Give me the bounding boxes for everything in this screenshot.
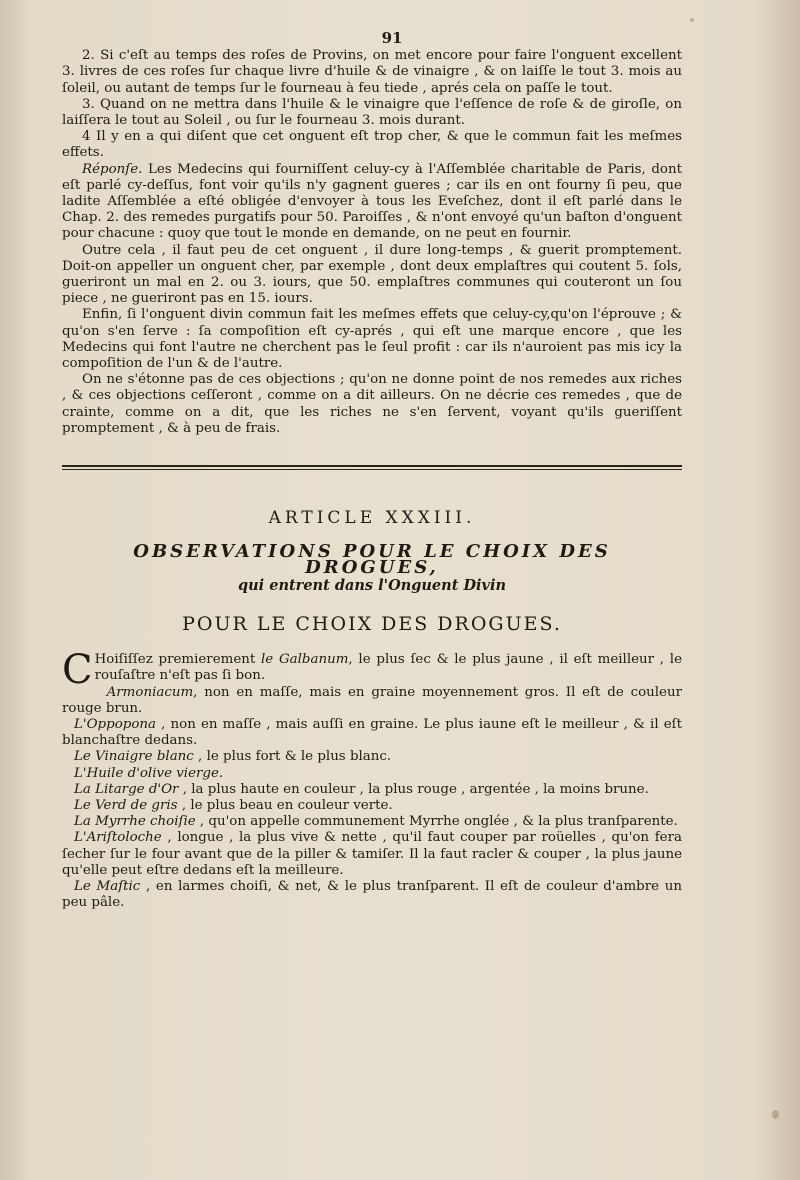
- paper-stain: [690, 18, 694, 22]
- list-item: [62, 798, 682, 814]
- drug-description: , le plus beau en couleur verte.: [177, 797, 393, 813]
- list-item: [62, 717, 682, 749]
- drug-name: Le Verd de gris: [74, 797, 178, 813]
- drug-name: La Myrrhe choiſie: [74, 814, 196, 830]
- drug-name: L'Huile d'olive vierge.: [74, 765, 224, 781]
- paragraph-objection: 4 Il y en a qui diſent que cet onguent eſt trop cher, & que le commun fait les meſmes effets.: [62, 129, 682, 161]
- divider-thick-line: [62, 465, 682, 467]
- drug-name: le Galbanum: [261, 652, 349, 668]
- observations-title: OBSERVATIONS POUR LE CHOIX DES DROGUES,: [133, 541, 611, 579]
- list-item: [62, 782, 682, 798]
- drug-description: , qu'on appelle communement Myrrhe onglée , & la plus tranſparente.: [195, 814, 678, 830]
- paragraph-roses: 2. Si c'eſt au temps des roſes de Provins, on met encore pour faire l'onguent excellent 3. livres de ces roſes ſur chaque livre d'huile & de vinaigre , & on laiſſe le tout 3. mois au ſoleil, ou autant de temps ſur le fourneau à feu tiede , aprés cela on paſſe le tout.: [62, 48, 682, 96]
- paragraph-reponse: [62, 162, 682, 243]
- list-item: [62, 814, 682, 830]
- list-item: [62, 766, 682, 782]
- drug-name: L'Oppopona: [74, 716, 156, 732]
- drop-cap: C: [62, 647, 93, 694]
- drug-list: [62, 647, 682, 911]
- article-heading: ARTICLE XXXIII.: [268, 508, 476, 529]
- paragraph-essence: 3. Quand on ne mettra dans l'huile & le vinaigre que l'eſſence de roſe & de giroſle, on laiſſera le tout au Soleil , ou ſur le fourneau 3. mois durant.: [62, 96, 682, 129]
- paragraph-etonne: On ne s'étonne pas de ces objections ; qu'on ne donne point de nos remedes aux riches , & ces objections ceſſeront , comme on a dit ailleurs. On ne décrie ces remedes , que de crainte, comme on a dit, que les riches ne s'en ſervent, voyant qu'ils gueriſſent promptement , & à peu de frais.: [62, 372, 682, 436]
- drug-description: , non en maſſe, mais en graine moyennement gros. Il eſt de couleur rouge brun.: [62, 684, 682, 716]
- drug-description: , le plus fort & le plus blanc.: [193, 749, 392, 765]
- section-divider: [62, 465, 682, 470]
- reponse-text: Les Medecins qui fourniſſent celuy-cy à l'Aſſemblée charitable de Paris, dont eſt parlé cy-deſſus, font voir qu'ils n'y gagnent gueres ; car ils en ont fourny ſi peu, que ladite Aſſemblée a eſté obligée d'envoyer à tous les Eveſchez, dont il eſt parlé dans le Chap. 2. des remedes purgatifs pour 50. Paroiſſes , & n'ont envoyé qu'un baſton d'onguent pour chacune : quoy que tout le monde en demande, on ne peut en fournir.: [62, 161, 682, 242]
- drug-description: , non en maſſe , mais auſſi en graine. Le plus iaune eſt le meilleur , & il eſt blanchaſtre dedans.: [62, 716, 682, 749]
- paragraph-outre: Outre cela , il faut peu de cet onguent , il dure long-temps , & guerit promptement. Doit-on appeller un onguent cher, par exemple , dont deux emplaſtres qui coutent 5. ſols, gueriront un mal en 2. ou 3. iours, que 50. emplaſtres communes qui couteront un ſou piece , ne gueriront pas en 15. iours.: [62, 242, 682, 307]
- drug-name: Le Vinaigre blanc: [74, 749, 194, 765]
- paragraph-enfin: Enfin, ſi l'onguent divin commun fait les meſmes effets que celuy-cy,qu'on l'éprouve ; & qu'on s'en ſerve : ſa compoſition eſt cy-aprés , qui eſt une marque encore , que les Medecins qui font l'autre ne cherchent pas le ſeul profit : car ils n'auroient pas mis icy la compoſition de l'un & de l'autre.: [62, 307, 682, 372]
- page-content: [62, 30, 682, 911]
- list-item: [62, 685, 682, 717]
- observations-subtitle: qui entrent dans l'Onguent Divin: [237, 576, 507, 594]
- drug-description: , en larmes choiſi, & net, & le plus tranſparent. Il eſt de couleur d'ambre un peu pâle.: [62, 878, 682, 911]
- list-item: [62, 830, 682, 879]
- drug-lead: Hoiſiſſez premierement: [94, 652, 261, 668]
- drug-name: L'Ariſtoloche: [74, 830, 162, 846]
- list-item: [62, 879, 682, 911]
- drug-description: , le plus ſec & le plus jaune , il eſt meilleur , le rouſaſtre n'eſt pas ſi bon.: [94, 652, 682, 684]
- drug-name: Le Maſtic: [74, 878, 141, 894]
- page-number: 91: [381, 29, 403, 47]
- drug-name: Armoniacum: [106, 684, 194, 700]
- drug-description: , la plus haute en couleur , la plus rouge , argentée , la moins brune.: [178, 781, 649, 797]
- drug-description: , longue , la plus vive & nette , qu'il faut couper par roüelles , qu'on fera ſecher ſur le four avant que de la piller & tamiſer. Il la faut racler & couper , la plus jaune qu'elle peut eſtre dedans eſt la meilleure.: [62, 830, 682, 878]
- reponse-label: Réponſe.: [82, 161, 143, 177]
- section-heading: POUR LE CHOIX DES DROGUES.: [182, 612, 562, 635]
- paper-stain: [772, 1110, 779, 1119]
- drug-name: La Litarge d'Or: [74, 781, 179, 797]
- divider-thin-line: [62, 469, 682, 470]
- list-item: [62, 749, 682, 765]
